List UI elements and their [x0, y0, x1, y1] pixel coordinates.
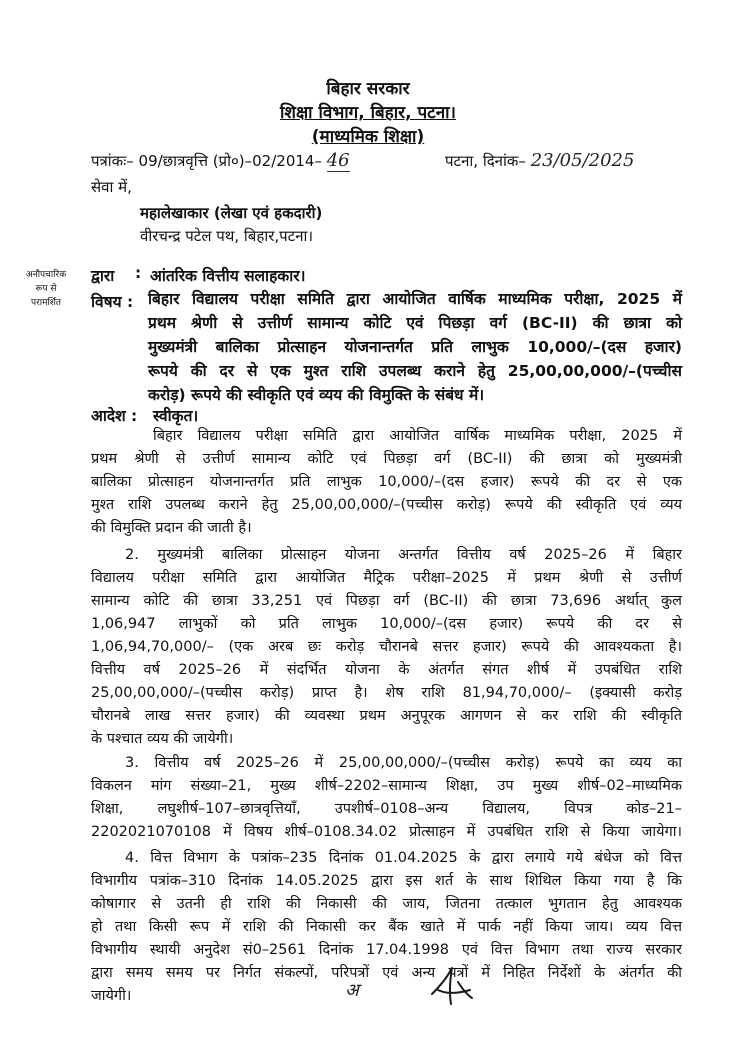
date-handwritten: 23/05/2025: [530, 150, 635, 171]
paragraph-line: 2. मुख्यमंत्री बालिका प्रोत्साहन योजना अन्तर्गत वित्तीय वर्ष 2025–26 में बिहार: [125, 547, 682, 563]
paragraph-line: कोषागार से उतनी ही राशि की निकासी की जाय, जितना तत्काल भुगतान हेतु आवश्यक: [91, 896, 682, 912]
paragraph-line: सामान्य कोटि की छात्रा 33,251 एवं पिछड़ा वर्ग (BC-II) की छात्रा 73,696 अर्थात् कुल: [91, 593, 682, 609]
addressee-to: सेवा में,: [91, 178, 132, 196]
paragraph-line: वित्तीय वर्ष 2025–26 में संदर्भित योजना के अंतर्गत संगत शीर्ष में उपबंधित राशि: [91, 662, 682, 678]
through-value: आंतरिक वित्तीय सलाहकार।: [150, 267, 306, 285]
paragraph-line: मुश्त राशि उपलब्ध कराने हेतु 25,00,00,000/–(पच्चीस करोड़) रूपये की स्वीकृति एवं व्यय: [91, 497, 682, 513]
government-title: बिहार सरकार: [326, 79, 410, 99]
paragraph-line: बालिका प्रोत्साहन योजनान्तर्गत प्रति लाभुक 10,000/–(दस हजार) रूपये की दर से एक: [91, 474, 682, 490]
subject-line: मुख्यमंत्री बालिका प्रोत्साहन योजनान्तर्गत प्रति लाभुक 10,000/–(दस हजार): [148, 338, 682, 356]
subject-line: बिहार विद्यालय परीक्षा समिति द्वारा आयोजित वार्षिक माध्यमिक परीक्षा, 2025 में: [148, 290, 682, 308]
paragraph-line: 25,00,00,000/–(पच्चीस करोड़) प्राप्त है। शेष राशि 81,94,70,000/– (इक्यासी करोड़: [91, 685, 682, 701]
paragraph-line: विभागीय पत्रांक–310 दिनांक 14.05.2025 द्वारा इस शर्त के साथ शिथिल किया गया है कि: [91, 873, 682, 889]
subject-line: रूपये की दर से एक मुश्त राशि उपलब्ध कराने हेतु 25,00,00,000/–(पच्चीस: [148, 362, 682, 380]
paragraph-line: विभागीय स्थायी अनुदेश सं0–2561 दिनांक 17.04.1998 एवं वित्त विभाग तथा राज्य सरकार: [91, 942, 682, 958]
paragraph-line: शिक्षा, लघुशीर्ष–107–छात्रवृत्तियॉं, उपशीर्ष–0108–अन्य विद्यालय, विपत्र कोड–21–: [91, 801, 682, 817]
margin-note: अनौपचारिक रूप से परामर्शित: [25, 270, 67, 308]
through-label: द्वारा: [91, 267, 115, 285]
order-value: स्वीकृत।: [153, 407, 199, 425]
memo-number-label: पत्रांकः–: [91, 152, 134, 170]
paragraph-line: चौरानबे लाख सत्तर हजार) की व्यवस्था प्रथम अनुपूरक आगणन से कर राशि की स्वीकृति: [91, 708, 682, 724]
paragraph-line: 4. वित्त विभाग के पत्रांक–235 दिनांक 01.04.2025 के द्वारा लगाये गये बंधेज को वित्त: [125, 850, 682, 866]
memo-number-row: [91, 150, 350, 171]
memo-number-handwritten: 46: [326, 150, 350, 171]
subject-line: करोड़) रूपये की स्वीकृति एवं व्यय की विमुक्ति के संबंध में।: [148, 386, 485, 404]
paragraph-line: 1,06,94,70,000/– (एक अरब छः करोड़ चौरानबे सत्तर हजार) रूपये की आवश्यकता है।: [91, 639, 682, 655]
addressee-address: वीरचन्द्र पटेल पथ, बिहार,पटना।: [140, 227, 314, 245]
section-title: (माध्यमिक शिक्षा): [311, 127, 425, 147]
paragraph-line: के पश्चात व्यय की जायेगी।: [91, 731, 234, 747]
paragraph-line: की विमुक्ति प्रदान की जाती है।: [91, 520, 252, 536]
handwritten-initials: अ: [345, 980, 359, 1001]
paragraph-line: बिहार विद्यालय परीक्षा समिति द्वारा आयोजित वार्षिक माध्यमिक परीक्षा, 2025 में: [153, 428, 682, 444]
subject-label: विषय :: [91, 293, 134, 311]
addressee-name: महालेखाकार (लेखा एवं हकदारी): [140, 204, 323, 222]
subject-line: प्रथम श्रेणी से उत्तीर्ण सामान्य कोटि एवं पिछड़ा वर्ग (BC-II) की छात्रा को: [148, 314, 682, 332]
paragraph-line: हो तथा किसी रूप में राशि की निकासी कर बैंक खाते में पार्क नहीं किया जाय। व्यय वित्त: [91, 919, 682, 935]
paragraph-line: जायेगी।: [91, 988, 132, 1004]
paragraph-line: विकलन मांग संख्या–21, मुख्य शीर्ष–2202–सामान्य शिक्षा, उप मुख्य शीर्ष–02–माध्यमिक: [91, 778, 682, 794]
department-title: शिक्षा विभाग, बिहार, पटना।: [279, 103, 456, 123]
order-label: आदेश :: [91, 407, 138, 425]
paragraph-line: द्वारा समय समय पर निर्गत संकल्पों, परिपत्रों एवं अन्य पत्रों में निहित निर्देशों के अंतर्गत की: [91, 965, 682, 981]
paragraph-line: 1,06,947 लाभुकों को प्रति लाभुक 10,000/–(दस हजार) रूपये की दर से: [91, 616, 682, 632]
place-date-row: [445, 150, 634, 171]
paragraph-line: विद्यालय परीक्षा समिति द्वारा आयोजित मैट्रिक परीक्षा–2025 में प्रथम श्रेणी से उत्तीर्ण: [91, 570, 682, 586]
signature-icon: [426, 964, 476, 1008]
paragraph-line: 2202021070108 में विषय शीर्ष–0108.34.02 प्रोत्साहन में उपबंधित राशि से किया जायेगा।: [91, 824, 682, 840]
memo-number: 09/छात्रवृत्ति (प्रो०)–02/2014–: [138, 152, 322, 170]
paragraph-line: 3. वित्तीय वर्ष 2025–26 में 25,00,00,000/–(पच्चीस करोड़) रूपये का व्यय का: [125, 755, 682, 771]
place-date-label: पटना, दिनांक–: [445, 152, 526, 170]
paragraph-line: प्रथम श्रेणी से उत्तीर्ण सामान्य कोटि एवं पिछड़ा वर्ग (BC-II) की छात्रा को मुख्यमंत्री: [91, 451, 682, 467]
